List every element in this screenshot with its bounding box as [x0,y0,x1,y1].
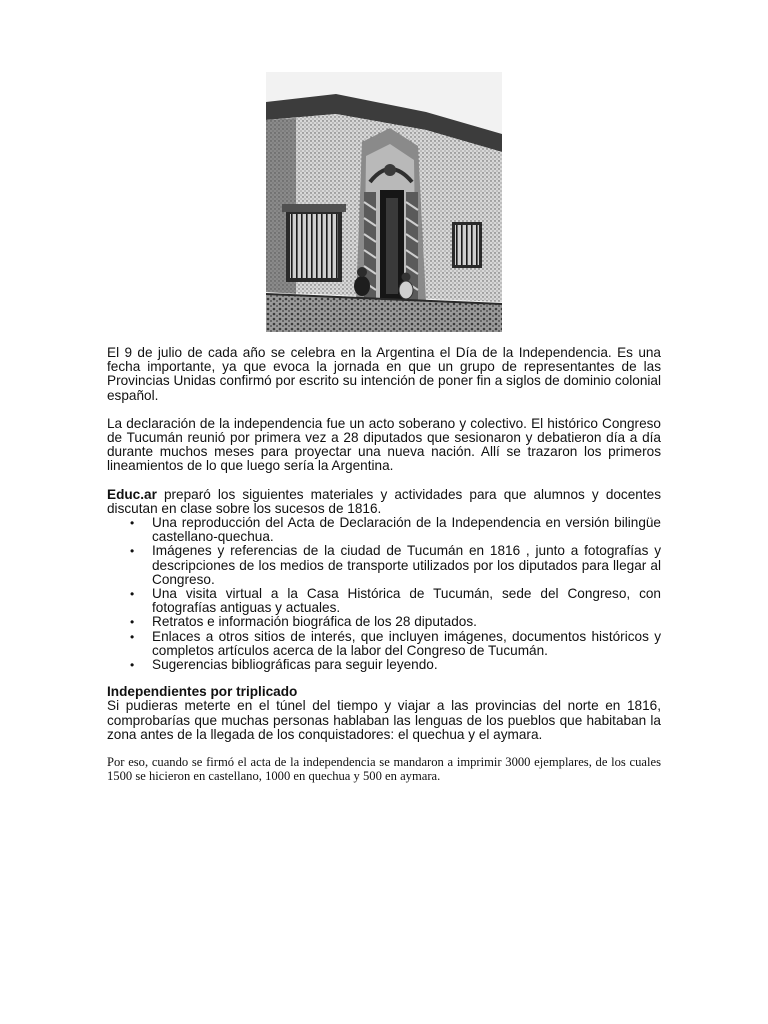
educar-brand-text: Educ.ar [107,486,157,502]
list-item: • Una visita virtual a la Casa Histórica de Tucumán, sede del Congreso, con fotografías antiguas y actuales. [152,587,661,615]
declaration-paragraph: La declaración de la independencia fue un acto soberano y colectivo. El histórico Congreso de Tucumán reunió por primera vez a 28 diputados que sesionaron y debatieron día a día durante muchos meses para proyectar una nueva nación. Allí se trazaron los primeros lineamientos de lo que luego sería la Argentina. [107,415,661,474]
intro-paragraph: El 9 de julio de cada año se celebra en la Argentina el Día de la Independencia. Es una fecha importante, ya que evoca la jornada en que un grupo de representantes de las Provincias Unidas confirmó por escrito su intención de poner fin a siglos de dominio colonial español. [107,345,661,403]
article-body [107,346,661,784]
list-item: • Imágenes y referencias de la ciudad de Tucumán en 1816 , junto a fotografías y descripciones de los medios de transporte utilizados por los diputados para llegar al Congreso. [152,544,661,587]
languages-paragraph: Si pudieras meterte en el túnel del tiempo y viajar a las provincias del norte en 1816, comprobarías que muchas personas hablaban las lenguas de los pueblos que habitaban la zona antes de la llegada de los conquistadores: el quechua y el aymara. [107,698,661,742]
list-item: • Retratos e información biográfica de los 28 diputados. [152,615,661,629]
list-item: • Una reproducción del Acta de Declaración de la Independencia en versión bilingüe castellano-quechua. [152,516,661,544]
materials-list [107,516,661,672]
copies-paragraph: Por eso, cuando se firmó el acta de la independencia se mandaron a imprimir 3000 ejemplares, de los cuales 1500 se hicieron en castellano, 1000 en quechua y 500 en aymara. [107,755,661,783]
list-item: • Sugerencias bibliográficas para seguir leyendo. [152,658,661,672]
materials-intro-text: preparó los siguientes materiales y actividades para que alumnos y docentes discutan en clase sobre los sucesos de 1816. [107,486,661,516]
materials-intro-paragraph [107,488,661,516]
historic-house-of-tucuman-photo [266,72,502,332]
list-item: • Enlaces a otros sitios de interés, que incluyen imágenes, documentos históricos y completos artículos acerca de la labor del Congreso de Tucumán. [152,630,661,658]
section-heading: Independientes por triplicado [107,684,298,700]
